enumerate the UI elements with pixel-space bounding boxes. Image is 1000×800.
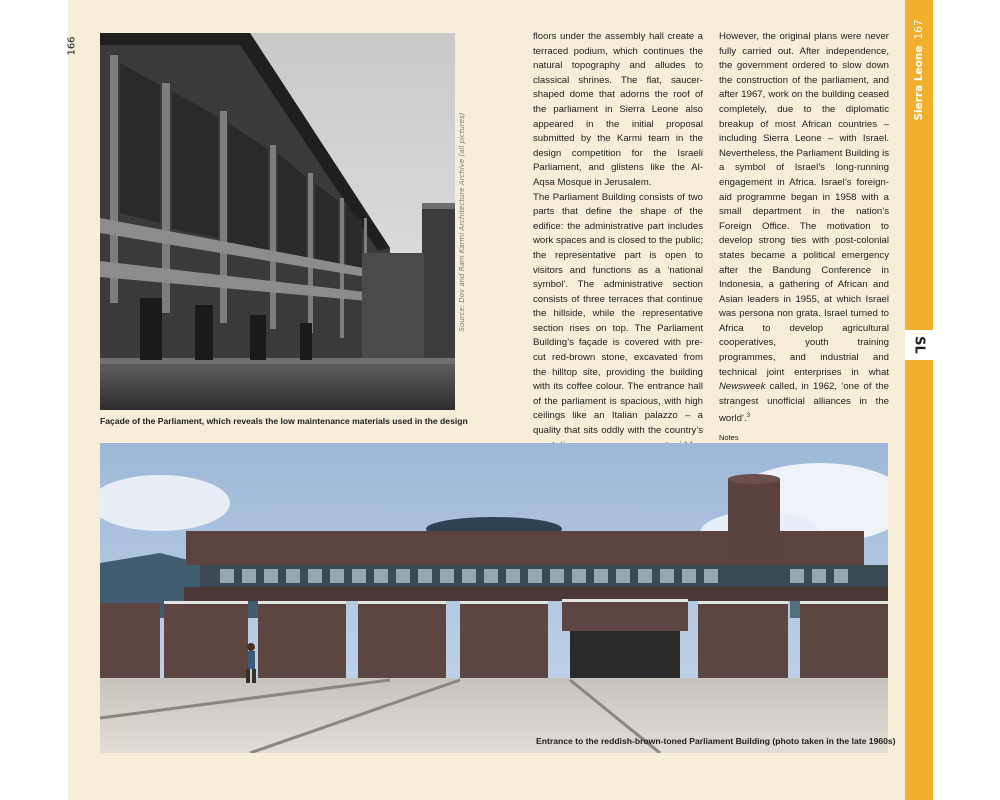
country-code-badge: SL xyxy=(905,330,933,360)
photo-top-caption: Façade of the Parliament, which reveals the low maintenance materials used in the design xyxy=(100,416,468,426)
photo-source-credit: Source: Dov and Ram Karmi Architecture Archive (all pictures) xyxy=(458,112,466,331)
photo-bottom-caption: Entrance to the reddish-brown-toned Parliament Building (photo taken in the late 1960s) xyxy=(536,736,896,746)
parliament-entrance-photo xyxy=(100,443,888,753)
page-number-left: 166 xyxy=(66,36,78,56)
entrance-photo-drawing xyxy=(100,443,888,753)
page-number-right: 167 xyxy=(913,19,925,40)
facade-photo-drawing xyxy=(100,33,455,410)
tab-label xyxy=(905,0,933,120)
country-name: Sierra Leone xyxy=(913,45,925,121)
paragraph: However, the original plans were never fully carried out. After independence, the government ordered to slow down the construction of the parliament, and after 1967, work on the building ceased completely, due to the diplomatic breakup of most African countries – including Sierra Leone – with Israel. Nevertheless, the Parliament Building is a symbol of Israel’s long-running engagement in Africa. Israel’s foreign-aid programme began in 1958 with a small department in the nation’s Foreign Office. The motivation to develop strong ties with post-colonial states became a political emergency after the Bandung Conference in Indonesia, a gathering of African and Asian leaders in 1955, at which Israel was persona non grata. Israel turned to Africa to develop agricultural cooperatives, youth training programmes, and industrial and technical joint enterprises in what Newsweek called, in 1962, ‘one of the strangest unofficial alliances in the world’.$^3$ xyxy=(719,31,889,425)
text-column-1 xyxy=(533,30,703,497)
parliament-facade-photo xyxy=(100,33,455,410)
notes-title: Notes xyxy=(719,433,739,443)
paragraph: floors under the assembly hall create a terraced podium, which continues the natural topography and alludes to classical shrines. The flat, saucer-shaped dome that adorns the roof of the parliament in Sierra Leone also appeared in the initial proposal submitted by the Karmi team in the design competition for the Israeli Parliament, and glistens like the Al-Aqsa Mosque in Jerusalem. xyxy=(533,31,703,188)
text-column-2 xyxy=(719,30,889,512)
paragraph: The Parliament Building consists of two parts that define the shape of the edifice: the administrative part includes work spaces and is closed to the public; the representative part is open to visitors and functions as a ‘national symbol’. The administrative section consists of three terraces that continue the hillside, while the representative section rises on top. The Parliament Building’s façade is covered with pre-cut red-brown stone, excavated from the hilltop site, providing the building with its coffee colour. The entrance hall of the parliament is spacious, with high ceilings like an Italian palazzo – a quality that sits oddly with the country’s xyxy=(533,191,703,437)
